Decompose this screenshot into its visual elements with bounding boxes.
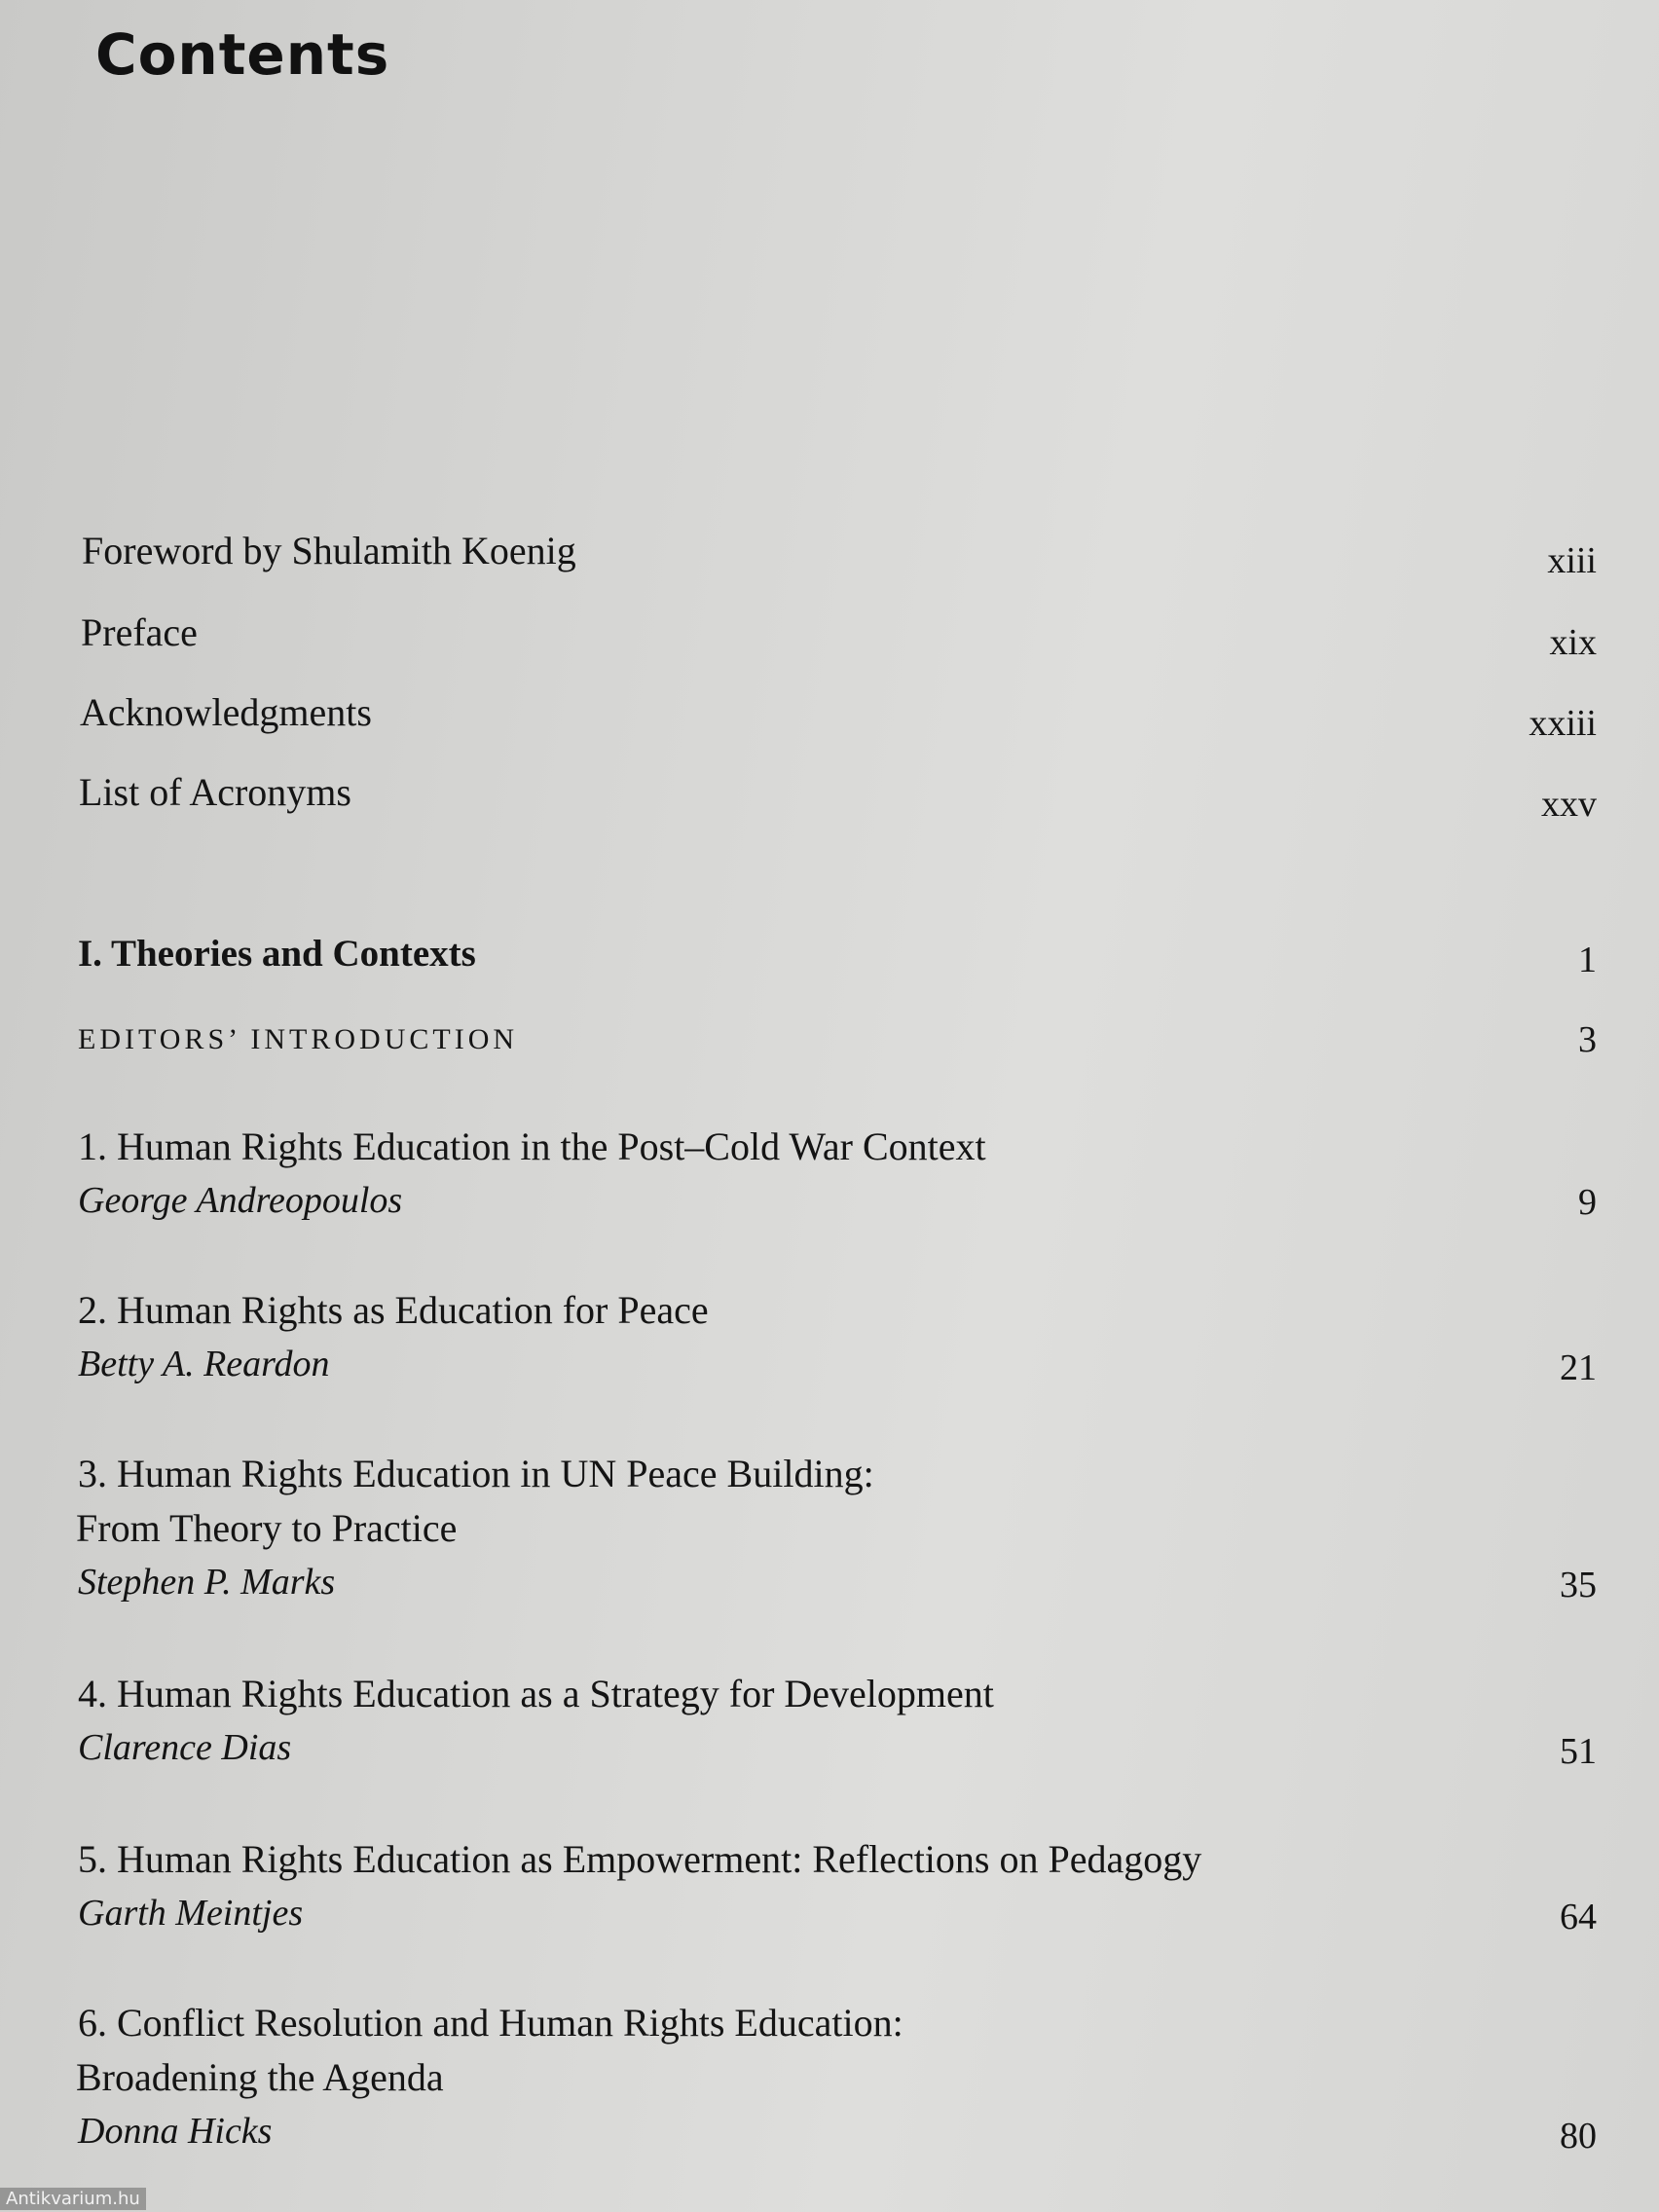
chapter-author: Garth Meintjes xyxy=(78,1893,304,1934)
toc-entry-foreword xyxy=(78,524,1597,581)
toc-entry-page: xxiii xyxy=(1529,703,1597,744)
part-title: I. Theories and Contexts xyxy=(78,933,476,975)
toc-entry-title: Preface xyxy=(81,610,198,654)
toc-chapter-2 xyxy=(78,1283,1597,1391)
chapter-title: 3. Human Rights Education in UN Peace Building: xyxy=(78,1452,874,1495)
toc-chapter-1 xyxy=(78,1120,1597,1228)
chapter-title: 1. Human Rights Education in the Post–Cold War Context xyxy=(78,1124,986,1168)
chapter-author: Donna Hicks xyxy=(78,2111,273,2152)
toc-entry-acknowledgments xyxy=(78,685,1597,744)
chapter-title-continued: From Theory to Practice xyxy=(76,1506,458,1550)
toc-entry-title: Foreword by Shulamith Koenig xyxy=(82,529,576,572)
toc-entry-page: xiii xyxy=(1547,540,1597,581)
chapter-title: 4. Human Rights Education as a Strategy for Development xyxy=(78,1672,994,1715)
chapter-author: Clarence Dias xyxy=(78,1727,292,1768)
watermark: Antikvarium.hu xyxy=(0,2188,146,2210)
chapter-title: 5. Human Rights Education as Empowerment: Reflections on Pedagogy xyxy=(78,1837,1202,1881)
chapter-page: 80 xyxy=(1560,2116,1597,2157)
chapter-title: 6. Conflict Resolution and Human Rights Education: xyxy=(78,2001,903,2045)
toc-entry-preface xyxy=(78,606,1597,663)
toc-entry-page: xix xyxy=(1549,622,1597,663)
chapter-page: 35 xyxy=(1560,1565,1597,1605)
toc-chapter-3 xyxy=(78,1447,1597,1609)
toc-entry-title: Acknowledgments xyxy=(80,690,372,734)
chapter-title: 2. Human Rights as Education for Peace xyxy=(78,1288,709,1332)
chapter-author: Stephen P. Marks xyxy=(78,1562,336,1603)
toc-part-heading xyxy=(78,927,1597,981)
page-title: Contents xyxy=(95,21,390,88)
chapter-page: 51 xyxy=(1560,1731,1597,1772)
chapter-page: 64 xyxy=(1560,1897,1597,1937)
editors-intro-page: 3 xyxy=(1578,1019,1597,1060)
chapter-author: George Andreopoulos xyxy=(78,1180,403,1221)
toc-entry-acronyms xyxy=(78,765,1597,825)
editors-intro-title: EDITORS’ INTRODUCTION xyxy=(78,1023,519,1055)
toc-chapter-4 xyxy=(78,1667,1597,1775)
chapter-page: 21 xyxy=(1560,1347,1597,1388)
chapter-title-continued: Broadening the Agenda xyxy=(76,2055,444,2099)
toc-chapter-5 xyxy=(78,1832,1597,1940)
toc-entry-page: xxv xyxy=(1541,784,1597,825)
toc-editors-intro xyxy=(78,1013,1597,1067)
toc-chapter-6 xyxy=(78,1996,1597,2158)
toc-entry-title: List of Acronyms xyxy=(79,770,351,814)
chapter-author: Betty A. Reardon xyxy=(78,1344,330,1384)
part-page: 1 xyxy=(1578,940,1597,980)
chapter-page: 9 xyxy=(1578,1182,1597,1223)
